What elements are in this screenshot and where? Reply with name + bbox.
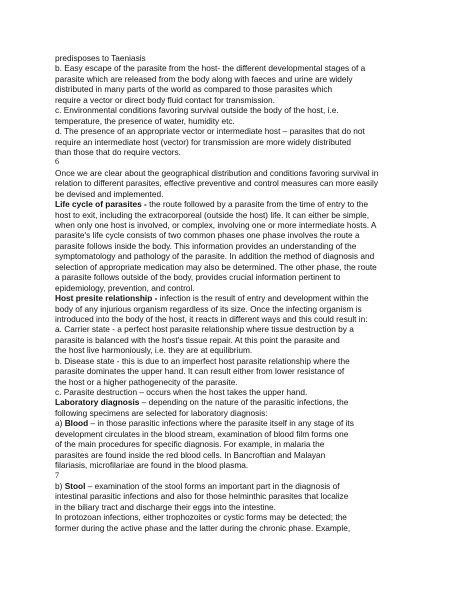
term-heading: Stool (64, 480, 86, 491)
text-line (55, 147, 455, 157)
line-text: temperature, the presence of water, humidity etc. (55, 115, 235, 126)
text-line (55, 95, 455, 105)
line-text: filariasis, microfilariae are found in the blood plasma. (55, 460, 249, 471)
text-line (55, 377, 455, 387)
line-text: be devised and implemented. (55, 188, 164, 199)
line-text: require an intermediate host (vector) for transmission are more widely distributed (55, 136, 352, 147)
text-line (55, 418, 455, 428)
text-line (55, 230, 455, 240)
line-text: distributed in many parts of the world as compared to those parasites which (55, 84, 333, 95)
line-text: In protozoan infections, either trophozoites or cystic forms may be detected; the (55, 512, 347, 523)
text-line (55, 408, 455, 418)
text-line (55, 387, 455, 397)
text-line (55, 63, 455, 73)
text-line (55, 116, 455, 126)
page-number (55, 471, 455, 481)
text-line (55, 53, 455, 63)
line-text: – in those parasitic infections where the parasite itself in any stage of its (88, 418, 354, 429)
text-line (55, 481, 455, 491)
line-text: d. The presence of an appropriate vector or intermediate host – parasites that do not (55, 126, 365, 137)
text-line (55, 460, 455, 470)
term-heading: Blood (64, 418, 89, 429)
line-text: the route followed by a parasite from the time of entry to the (146, 199, 369, 210)
line-text: former during the active phase and the latter during the chronic phase. Example, (55, 522, 351, 533)
line-text: selection of appropriate medication may also be determined. The other phase, the route (55, 261, 377, 272)
text-line (55, 283, 455, 293)
body-text (55, 53, 455, 533)
line-text: a. Carrier state - a perfect host parasite relationship where tissue destruction by a (55, 324, 354, 335)
text-line (55, 251, 455, 261)
line-text: than those that do require vectors. (55, 146, 181, 157)
text-line (55, 502, 455, 512)
line-text: c. Parasite destruction – occurs when the host takes the upper hand. (55, 387, 308, 397)
line-text: – examination of the stool forms an important part in the diagnosis of (85, 480, 340, 491)
line-text: b. Disease state - this is due to an imperfect host parasite relationship where the (55, 355, 350, 366)
line-text: a parasite follows outside of the body, provides crucial information pertinent to (55, 272, 341, 283)
line-text: c. Environmental conditions favoring survival outside the body of the host, i.e. (55, 105, 339, 116)
line-text: b. Easy escape of the parasite from the host- the different developmental stages of a (55, 63, 366, 74)
line-text: parasite is balanced with the host's tissue repair. At this point the parasite and (55, 334, 340, 345)
line-text: epidemiology, prevention, and control. (55, 282, 195, 293)
list-marker: a) (55, 418, 65, 429)
text-line (55, 397, 455, 407)
line-text: – depending on the nature of the parasitic infections, the (139, 397, 349, 408)
text-line (55, 439, 455, 449)
text-line (55, 126, 455, 136)
line-text: 6 (55, 157, 59, 167)
text-line (55, 429, 455, 439)
text-line (55, 210, 455, 220)
text-line (55, 523, 455, 533)
text-line (55, 366, 455, 376)
line-text: infection is the result of entry and development within the (157, 293, 369, 304)
text-line (55, 84, 455, 94)
line-text: predisposes to Taeniasis (55, 53, 146, 63)
line-text: body of any injurious organism regardless of its size. Once the infecting organism is (55, 303, 362, 314)
line-text: parasite's life cycle consists of two common phases one phase involves the route a (55, 230, 360, 241)
line-text: symptomatology and pathology of the parasite. In addition the method of diagnosis and (55, 251, 375, 262)
line-text: host to exit, including the extracorporeal (outside the host) life. It can either be simple, (55, 209, 370, 220)
text-line (55, 262, 455, 272)
line-text: intestinal parasitic infections and also for those helminthic parasites that localize (55, 491, 349, 502)
text-line (55, 105, 455, 115)
text-line (55, 304, 455, 314)
line-text: introduced into the body of the host, it reacts in different ways and this could result in: (55, 313, 368, 324)
line-text: 7 (55, 470, 59, 480)
line-text: in the biliary tract and discharge their eggs into the intestine. (55, 501, 276, 512)
text-line (55, 220, 455, 230)
text-line (55, 293, 455, 303)
line-text: Once we are clear about the geographical distribution and conditions favoring survival in (55, 167, 379, 178)
text-line (55, 189, 455, 199)
line-text: relation to different parasites, effective preventive and control measures can more easily (55, 178, 378, 189)
text-line (55, 356, 455, 366)
term-heading: Life cycle of parasites - (55, 199, 147, 210)
text-line (55, 199, 455, 209)
text-line (55, 324, 455, 334)
line-text: parasite which are released from the body along with faeces and urine are widely (55, 73, 353, 84)
text-line (55, 335, 455, 345)
text-line (55, 272, 455, 282)
line-text: parasite follows inside the body. This information provides an understanding of the (55, 240, 357, 251)
text-line (55, 345, 455, 355)
term-heading: Host presite relationship - (55, 293, 158, 304)
text-line (55, 314, 455, 324)
line-text: when only one host is involved, or complex, involving one or more intermediate hosts. A (55, 220, 377, 230)
text-line (55, 137, 455, 147)
list-marker: b) (55, 480, 65, 491)
text-line (55, 512, 455, 522)
text-line (55, 74, 455, 84)
text-line (55, 241, 455, 251)
page-number (55, 157, 455, 167)
line-text: the host or a higher pathogenecity of the parasite. (55, 376, 238, 387)
text-line (55, 450, 455, 460)
text-line (55, 168, 455, 178)
line-text: of the main procedures for specific diagnosis. For example, in malaria the (55, 439, 325, 450)
line-text: the host live harmoniously, i.e. they are at equilibrium. (55, 345, 253, 356)
line-text: parasite dominates the upper hand. It can result either from lower resistance of (55, 366, 345, 377)
line-text: parasites are found inside the red blood cells. In Bancroftian and Malayan (55, 449, 326, 460)
term-heading: Laboratory diagnosis (55, 397, 140, 408)
line-text: development circulates in the blood stream, examination of blood film forms one (55, 428, 349, 439)
text-line (55, 178, 455, 188)
text-line (55, 491, 455, 501)
line-text: following specimens are selected for laboratory diagnosis: (55, 407, 268, 418)
line-text: require a vector or direct body fluid contact for transmission. (55, 94, 275, 105)
